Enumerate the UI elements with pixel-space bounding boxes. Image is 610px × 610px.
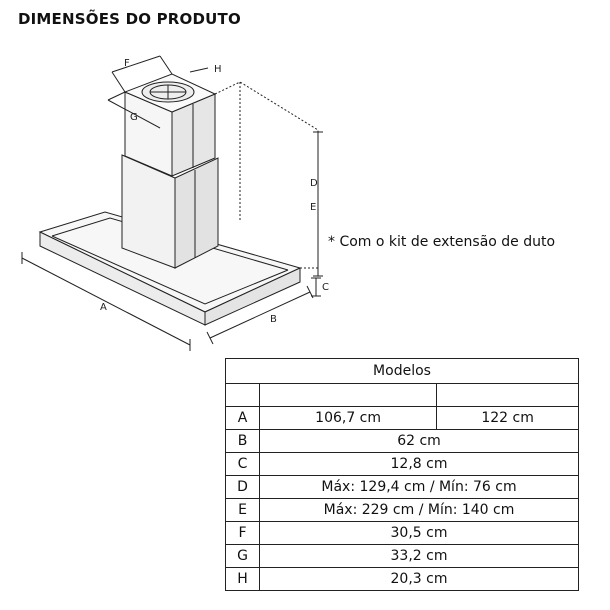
table-cell [260, 384, 437, 407]
dimension-c-line [311, 278, 321, 296]
row-label: G [226, 545, 260, 568]
row-value: 33,2 cm [260, 545, 579, 568]
table-row [226, 453, 579, 476]
row-value: 20,3 cm [260, 568, 579, 591]
row-value: Máx: 229 cm / Mín: 140 cm [260, 499, 579, 522]
page-title: DIMENSÕES DO PRODUTO [18, 10, 241, 28]
table-cell [437, 384, 579, 407]
table-row [226, 568, 579, 591]
row-label: C [226, 453, 260, 476]
label-h: H [214, 64, 222, 75]
row-value: Máx: 129,4 cm / Mín: 76 cm [260, 476, 579, 499]
row-label: B [226, 430, 260, 453]
table-row [226, 476, 579, 499]
table-row [226, 545, 579, 568]
row-label: A [226, 407, 260, 430]
label-c: C [322, 282, 329, 293]
table-row [226, 522, 579, 545]
label-a: A [100, 302, 107, 313]
value-model-2: 122 cm [437, 407, 579, 430]
label-d: D [310, 178, 318, 189]
row-label: E [226, 499, 260, 522]
table-header-row [226, 359, 579, 384]
row-value: 30,5 cm [260, 522, 579, 545]
label-b: B [270, 314, 277, 325]
row-label: D [226, 476, 260, 499]
label-g: G [130, 112, 138, 123]
label-f: F [124, 58, 130, 69]
row-value: 12,8 cm [260, 453, 579, 476]
label-e: E [310, 202, 317, 213]
row-label: F [226, 522, 260, 545]
table-row [226, 430, 579, 453]
table-subheader-row [226, 384, 579, 407]
dimensions-table [225, 358, 579, 591]
row-value: 62 cm [260, 430, 579, 453]
table-cell [226, 384, 260, 407]
duct-extension-note: * Com o kit de extensão de duto [328, 234, 556, 250]
table-row [226, 499, 579, 522]
table-header: Modelos [226, 359, 579, 384]
dimension-h-line [190, 68, 208, 72]
value-model-1: 106,7 cm [260, 407, 437, 430]
row-label: H [226, 568, 260, 591]
table-row [226, 407, 579, 430]
